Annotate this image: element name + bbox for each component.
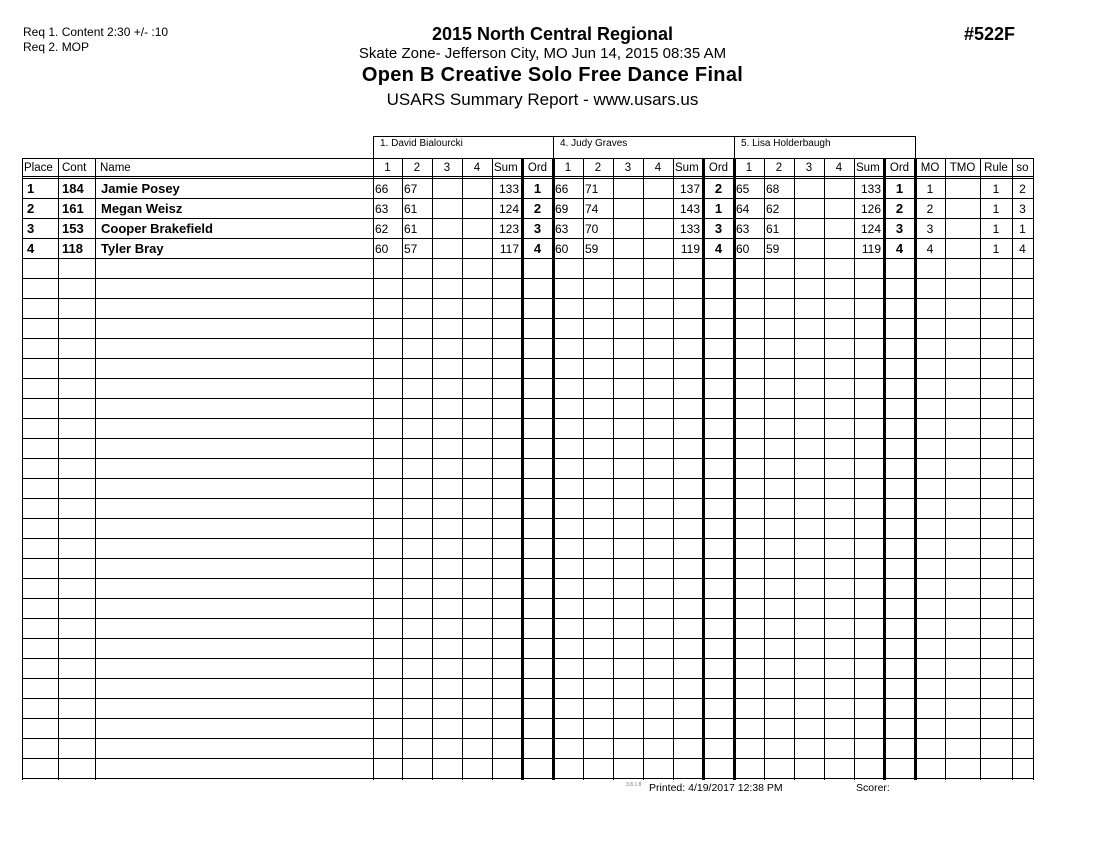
grid-vline bbox=[1033, 158, 1034, 780]
judge1-sum-cell: 117 bbox=[499, 242, 519, 256]
judge3-score-cell: 64 bbox=[736, 202, 750, 216]
event-number: #522F bbox=[964, 24, 1016, 44]
grid-hline bbox=[22, 658, 1034, 659]
col-header-mo: MO bbox=[920, 162, 940, 174]
col-header-judge1-4: 4 bbox=[473, 162, 481, 174]
grid-hline bbox=[22, 438, 1034, 439]
grid-hline bbox=[22, 598, 1034, 599]
judge1-ordinal-cell: 3 bbox=[533, 221, 542, 236]
venue-date: Skate Zone- Jefferson City, MO Jun 14, 2015 08:35 AM bbox=[358, 45, 727, 62]
col-header-judge1-ord: Ord bbox=[527, 162, 548, 174]
rule-cell: 1 bbox=[992, 222, 1000, 236]
judge1-score-cell: 57 bbox=[404, 242, 418, 256]
judge2-score-cell bbox=[645, 179, 671, 199]
contestant-number-cell: 161 bbox=[62, 201, 84, 216]
judge3-score-cell: 60 bbox=[736, 242, 750, 256]
grid-hline bbox=[22, 298, 1034, 299]
col-header-judge2-4: 4 bbox=[654, 162, 662, 174]
grid-hline bbox=[22, 638, 1034, 639]
judge2-ordinal-cell: 3 bbox=[714, 221, 723, 236]
judge3-score-cell bbox=[796, 179, 822, 199]
grid-hline bbox=[22, 338, 1034, 339]
col-header-judge3-3: 3 bbox=[805, 162, 813, 174]
judge2-score-cell: 59 bbox=[585, 242, 599, 256]
judge2-score-cell bbox=[615, 239, 641, 259]
grid-hline bbox=[22, 518, 1034, 519]
col-header-judge3-4: 4 bbox=[835, 162, 843, 174]
event-title: Open B Creative Solo Free Dance Final bbox=[361, 64, 744, 86]
mo-cell: 2 bbox=[926, 202, 934, 216]
judge1-ordinal-cell: 2 bbox=[533, 201, 542, 216]
col-header-so: so bbox=[1016, 162, 1029, 174]
tmo-cell bbox=[947, 239, 978, 259]
judge3-ordinal-cell: 3 bbox=[895, 221, 904, 236]
grid-hline bbox=[22, 418, 1034, 419]
judge1-score-cell bbox=[434, 219, 460, 239]
skater-name-cell: Jamie Posey bbox=[101, 181, 180, 196]
judge3-score-cell bbox=[796, 239, 822, 259]
judge2-score-cell bbox=[645, 199, 671, 219]
grid-hline bbox=[22, 758, 1034, 759]
grid-hline bbox=[22, 538, 1034, 539]
judge2-score-cell bbox=[645, 219, 671, 239]
grid-hline bbox=[22, 498, 1034, 499]
judge2-ordinal-cell: 2 bbox=[714, 181, 723, 196]
judge3-score-cell bbox=[796, 219, 822, 239]
judge3-sum-cell: 126 bbox=[860, 202, 881, 216]
judge3-ordinal-cell: 4 bbox=[895, 241, 904, 256]
place-cell: 3 bbox=[27, 221, 35, 236]
grid-hline bbox=[22, 458, 1034, 459]
judge2-score-cell bbox=[645, 239, 671, 259]
judge2-score-cell: 70 bbox=[585, 222, 599, 236]
scorer-label: Scorer: bbox=[856, 782, 890, 794]
judge1-score-cell bbox=[434, 199, 460, 219]
contestant-number-cell: 153 bbox=[62, 221, 84, 236]
judge2-ordinal-cell: 1 bbox=[714, 201, 723, 216]
judge1-score-cell: 63 bbox=[375, 202, 389, 216]
judge2-score-cell: 74 bbox=[585, 202, 599, 216]
col-header-judge3-sum: Sum bbox=[856, 162, 880, 174]
judge3-ordinal-cell: 1 bbox=[895, 181, 904, 196]
col-header-name: Name bbox=[100, 162, 131, 174]
grid-hline bbox=[22, 718, 1034, 719]
judge2-sum-cell: 133 bbox=[679, 222, 700, 236]
judge3-sum-cell: 119 bbox=[861, 242, 881, 256]
judge3-score-cell: 62 bbox=[766, 202, 780, 216]
judge2-score-cell: 60 bbox=[555, 242, 569, 256]
tmo-cell bbox=[947, 179, 978, 199]
grid-hline bbox=[22, 678, 1034, 679]
rule-cell: 1 bbox=[992, 202, 1000, 216]
judge1-score-cell: 60 bbox=[375, 242, 389, 256]
col-header-rule: Rule bbox=[984, 162, 1008, 174]
judge1-ordinal-cell: 1 bbox=[533, 181, 542, 196]
table-row bbox=[22, 219, 1033, 239]
grid-hline bbox=[22, 738, 1034, 739]
judge-header-1: 1. David Bialourcki bbox=[373, 136, 554, 158]
col-header-judge2-ord: Ord bbox=[708, 162, 729, 174]
judge1-score-cell: 67 bbox=[404, 182, 418, 196]
judge1-score-cell bbox=[434, 179, 460, 199]
requirement-2: Req 2. MOP bbox=[23, 40, 90, 54]
tmo-cell bbox=[947, 219, 978, 239]
col-header-judge2-3: 3 bbox=[624, 162, 632, 174]
judge3-score-cell: 59 bbox=[766, 242, 780, 256]
tmo-cell bbox=[947, 199, 978, 219]
grid-hline bbox=[22, 578, 1034, 579]
col-header-judge2-sum: Sum bbox=[675, 162, 699, 174]
competition-title: 2015 North Central Regional bbox=[431, 24, 674, 44]
judge1-score-cell bbox=[464, 219, 490, 239]
judge3-score-cell: 65 bbox=[736, 182, 750, 196]
judge2-sum-cell: 119 bbox=[680, 242, 700, 256]
mo-cell: 4 bbox=[926, 242, 934, 256]
judge2-score-cell: 69 bbox=[555, 202, 569, 216]
place-cell: 4 bbox=[27, 241, 35, 256]
judge1-score-cell: 61 bbox=[404, 202, 418, 216]
skater-name-cell: Tyler Bray bbox=[101, 241, 164, 256]
judge3-score-cell bbox=[826, 179, 852, 199]
so-cell: 2 bbox=[1019, 182, 1026, 196]
judge2-score-cell: 66 bbox=[555, 182, 569, 196]
judge1-score-cell bbox=[464, 239, 490, 259]
judge1-sum-cell: 124 bbox=[498, 202, 519, 216]
judge3-sum-cell: 133 bbox=[860, 182, 881, 196]
table-row bbox=[22, 199, 1033, 219]
judge-header-3: 5. Lisa Holderbaugh bbox=[734, 136, 916, 158]
judge3-score-cell bbox=[826, 199, 852, 219]
grid-hline bbox=[22, 318, 1034, 319]
so-cell: 4 bbox=[1019, 242, 1026, 256]
grid-hline bbox=[22, 378, 1034, 379]
judge2-sum-cell: 137 bbox=[679, 182, 700, 196]
judge3-sum-cell: 124 bbox=[860, 222, 881, 236]
judge2-score-cell bbox=[615, 219, 641, 239]
contestant-number-cell: 184 bbox=[62, 181, 84, 196]
judge1-score-cell bbox=[464, 199, 490, 219]
judge2-sum-cell: 143 bbox=[679, 202, 700, 216]
place-cell: 2 bbox=[27, 201, 35, 216]
so-cell: 3 bbox=[1019, 202, 1026, 216]
judge1-score-cell bbox=[464, 179, 490, 199]
table-row bbox=[22, 239, 1033, 259]
software-version: 3.8.1.8 bbox=[626, 782, 642, 788]
judge1-sum-cell: 123 bbox=[498, 222, 519, 236]
grid-hline bbox=[22, 278, 1034, 279]
grid-hline bbox=[22, 698, 1034, 699]
judge1-score-cell: 62 bbox=[375, 222, 389, 236]
grid-hline bbox=[22, 778, 1034, 779]
col-header-judge3-ord: Ord bbox=[889, 162, 910, 174]
skater-name-cell: Cooper Brakefield bbox=[101, 221, 213, 236]
col-header-judge1-3: 3 bbox=[443, 162, 451, 174]
col-header-tmo: TMO bbox=[949, 162, 976, 174]
skater-name-cell: Megan Weisz bbox=[101, 201, 183, 216]
table-header-row bbox=[22, 158, 1033, 178]
judge3-score-cell: 68 bbox=[766, 182, 780, 196]
grid-hline bbox=[22, 358, 1034, 359]
col-header-judge2-2: 2 bbox=[594, 162, 602, 174]
printed-timestamp: Printed: 4/19/2017 12:38 PM bbox=[649, 782, 783, 794]
rule-cell: 1 bbox=[992, 242, 1000, 256]
judge2-score-cell bbox=[615, 199, 641, 219]
col-header-judge1-sum: Sum bbox=[494, 162, 518, 174]
col-header-judge1-2: 2 bbox=[413, 162, 421, 174]
judge1-score-cell: 61 bbox=[404, 222, 418, 236]
col-header-place: Place bbox=[24, 162, 53, 174]
requirement-1: Req 1. Content 2:30 +/- :10 bbox=[23, 25, 169, 39]
judge2-score-cell: 71 bbox=[585, 182, 599, 196]
judge2-score-cell bbox=[615, 179, 641, 199]
grid-hline bbox=[22, 398, 1034, 399]
col-header-cont: Cont bbox=[62, 162, 87, 174]
col-header-judge3-1: 1 bbox=[745, 162, 753, 174]
contestant-number-cell: 118 bbox=[62, 241, 83, 256]
grid-hline bbox=[22, 478, 1034, 479]
judge-header-2: 4. Judy Graves bbox=[553, 136, 735, 158]
grid-hline bbox=[22, 618, 1034, 619]
judge2-score-cell: 63 bbox=[555, 222, 569, 236]
judge3-score-cell bbox=[826, 219, 852, 239]
col-header-judge2-1: 1 bbox=[564, 162, 572, 174]
mo-cell: 3 bbox=[926, 222, 934, 236]
judge1-sum-cell: 133 bbox=[498, 182, 519, 196]
place-cell: 1 bbox=[27, 181, 35, 196]
table-row bbox=[22, 179, 1033, 199]
judge3-score-cell bbox=[826, 239, 852, 259]
judge1-ordinal-cell: 4 bbox=[533, 241, 542, 256]
judge3-ordinal-cell: 2 bbox=[895, 201, 904, 216]
col-header-judge1-1: 1 bbox=[384, 162, 391, 174]
mo-cell: 1 bbox=[926, 182, 934, 196]
judge3-score-cell: 63 bbox=[736, 222, 750, 236]
col-header-judge3-2: 2 bbox=[775, 162, 783, 174]
so-cell: 1 bbox=[1019, 222, 1026, 236]
judge3-score-cell bbox=[796, 199, 822, 219]
rule-cell: 1 bbox=[992, 182, 1000, 196]
report-title: USARS Summary Report - www.usars.us bbox=[386, 90, 699, 109]
judge2-ordinal-cell: 4 bbox=[714, 241, 723, 256]
grid-hline bbox=[22, 558, 1034, 559]
judge1-score-cell bbox=[434, 239, 460, 259]
judge1-score-cell: 66 bbox=[375, 182, 389, 196]
judge3-score-cell: 61 bbox=[766, 222, 780, 236]
